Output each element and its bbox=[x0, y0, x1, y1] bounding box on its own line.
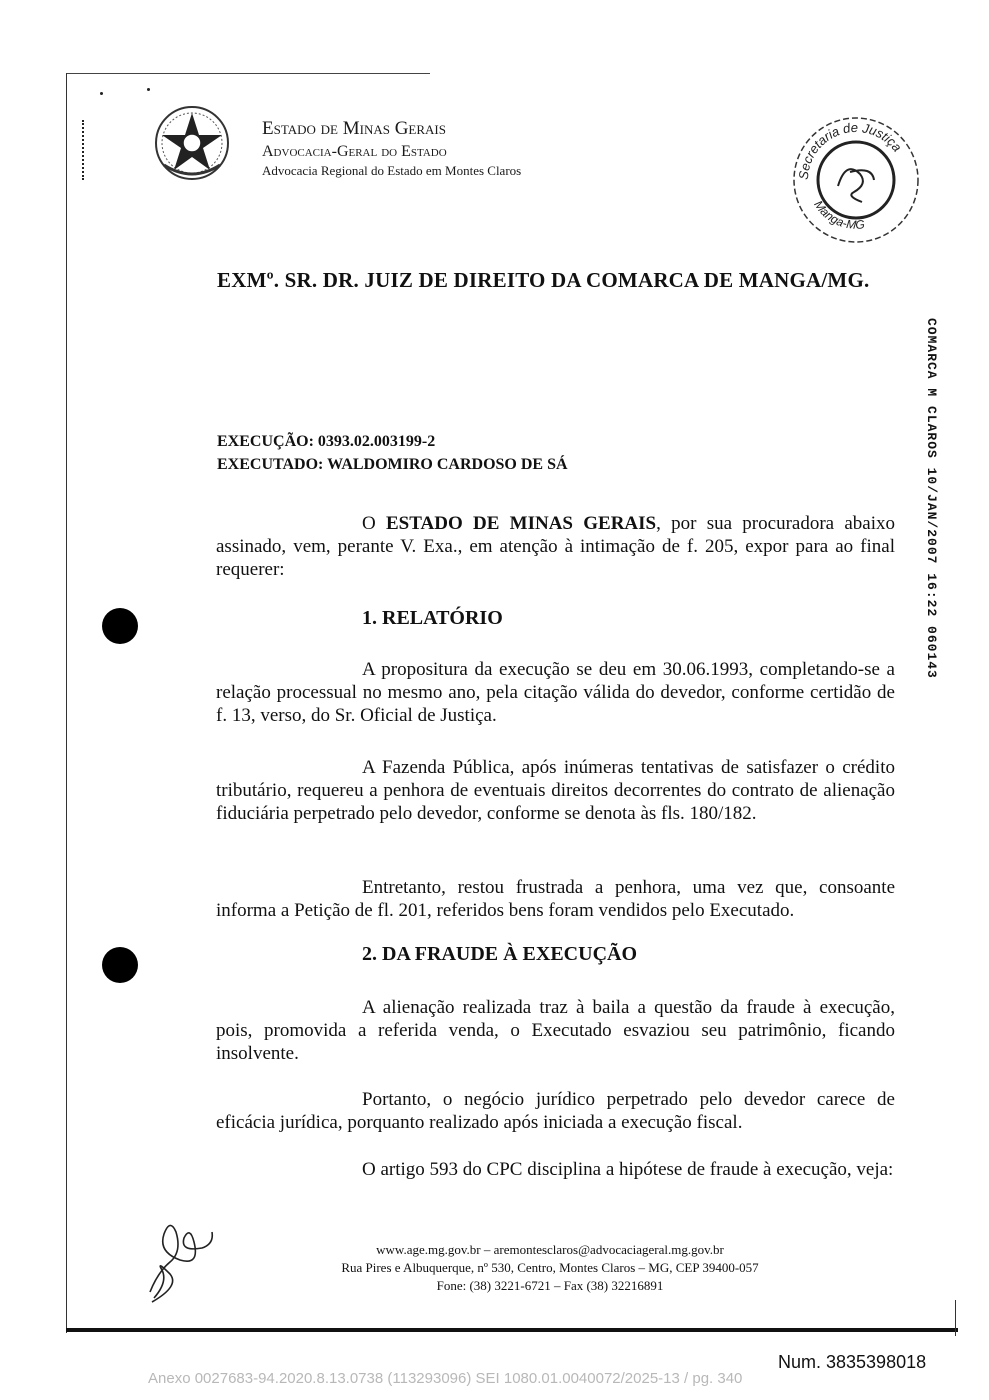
punch-hole bbox=[102, 608, 138, 644]
court-stamp-seal bbox=[788, 108, 924, 248]
paragraph: Portanto, o negócio jurídico perpetrado pelo devedor carece de eficácia jurídica, porquanto realizado após iniciada a execução fiscal. bbox=[216, 1089, 895, 1133]
coat-of-arms-icon bbox=[152, 103, 232, 183]
left-margin-rule bbox=[66, 73, 67, 1333]
scan-speck bbox=[147, 88, 150, 91]
section-heading-fraude: 2. DA FRAUDE À EXECUÇÃO bbox=[362, 943, 638, 965]
handwritten-signature bbox=[140, 1212, 220, 1307]
stamp-top-text: Secretaria de Justiça bbox=[795, 119, 905, 181]
plaintiff-name: ESTADO DE MINAS GERAIS bbox=[386, 513, 657, 534]
document-number: Num. 3835398018 bbox=[778, 1352, 927, 1372]
agency-name: Advocacia-Geral do Estado bbox=[262, 143, 447, 160]
right-tick-rule bbox=[955, 1300, 956, 1336]
paragraph: A Fazenda Pública, após inúmeras tentativas de satisfazer o crédito tributário, requereu a penhora de eventuais direitos decorrentes do contrato de alienação fiduciária perpetrado pelo devedor, conforme se denota às fls. 180/182. bbox=[216, 757, 895, 824]
paragraph: A alienação realizada traz à baila a questão da fraude à execução, pois, promovida a referida venda, o Executado esvaziou seu patrimônio, ficando insolvente. bbox=[216, 997, 895, 1064]
scan-speck bbox=[100, 92, 103, 95]
footer-web-email: www.age.mg.gov.br – aremontesclaros@advocaciageral.mg.gov.br bbox=[376, 1242, 724, 1257]
paragraph: Entretanto, restou frustrada a penhora, uma vez que, consoante informa a Petição de fl. 201, referidos bens foram vendidos pelo Executado. bbox=[216, 877, 895, 921]
section-heading-relatorio: 1. RELATÓRIO bbox=[362, 607, 503, 629]
annex-reference: Anexo 0027683-94.2020.8.13.0738 (113293096) SEI 1080.01.0040072/2025-13 / pg. 340 bbox=[148, 1370, 743, 1387]
svg-text:Manga-MG bbox=[811, 198, 865, 232]
regional-office: Advocacia Regional do Estado em Montes Claros bbox=[262, 163, 522, 178]
intro-paragraph: O ESTADO DE MINAS GERAIS, por sua procuradora abaixo assinado, vem, perante V. Exa., em atenção à intimação de f. 205, expor para ao final requerer: bbox=[216, 513, 895, 580]
executed-party: EXECUTADO: WALDOMIRO CARDOSO DE SÁ bbox=[217, 456, 568, 473]
scan-mark bbox=[82, 120, 87, 180]
addressee-line: EXMº. SR. DR. JUIZ DE DIREITO DA COMARCA DE MANGA/MG. bbox=[217, 268, 870, 292]
paragraph: A propositura da execução se deu em 30.06.1993, completando-se a relação processual no mesmo ano, pela citação válida do devedor, conforme certidão de f. 13, verso, do Sr. Oficial de Justiça. bbox=[216, 659, 895, 726]
footer-rule bbox=[66, 1328, 958, 1332]
top-rule bbox=[66, 73, 430, 74]
footer-address: Rua Pires e Albuquerque, nº 530, Centro, Montes Claros – MG, CEP 39400-057 bbox=[341, 1260, 759, 1275]
punch-hole bbox=[102, 947, 138, 983]
filing-timestamp: COMARCA M CLAROS 10/JAN/2007 16:22 060143 bbox=[924, 318, 939, 679]
stamp-bottom-text: Manga-MG bbox=[811, 197, 866, 233]
paragraph: O artigo 593 do CPC disciplina a hipótese de fraude à execução, veja: bbox=[362, 1159, 894, 1180]
execution-number: EXECUÇÃO: 0393.02.003199-2 bbox=[217, 433, 436, 450]
state-name: Estado de Minas Gerais bbox=[262, 118, 446, 139]
footer-phone: Fone: (38) 3221-6721 – Fax (38) 32216891 bbox=[436, 1278, 664, 1293]
